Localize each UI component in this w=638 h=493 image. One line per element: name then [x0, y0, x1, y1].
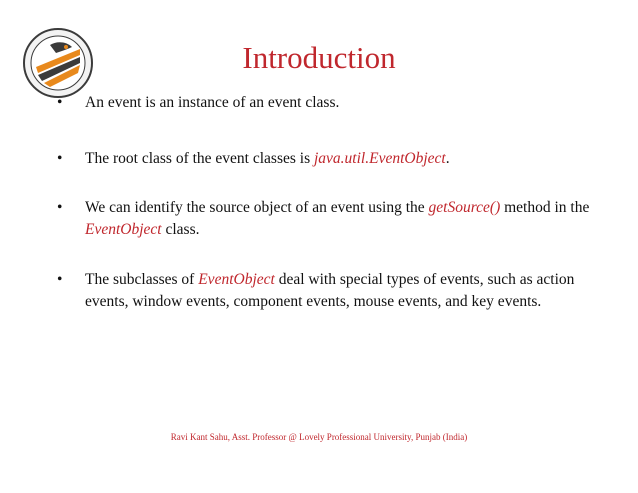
slide-footer: Ravi Kant Sahu, Asst. Professor @ Lovely Professional University, Punjab (India): [170, 432, 468, 442]
bullet-text-part: .: [445, 150, 450, 167]
class-name-emphasis: java.util.EventObject: [314, 150, 446, 167]
bullet-item: [57, 197, 597, 241]
bullet-text-part: class.: [161, 221, 200, 238]
bullet-marker: •: [57, 271, 63, 288]
bullet-text: [85, 148, 595, 170]
bullet-text: [85, 92, 595, 114]
bullet-item: [57, 92, 597, 114]
slide-title: Introduction: [242, 40, 396, 75]
class-name-emphasis: EventObject: [85, 221, 162, 238]
bullet-item: [57, 269, 597, 313]
bullet-text-part: deal with special types of events, such as action events, window events, component events, mouse events, and key events.: [85, 271, 575, 310]
bullet-text: [85, 197, 595, 241]
bullet-marker: •: [57, 150, 63, 167]
bullet-text: [85, 269, 595, 313]
bullet-text-part: The root class of the event classes is: [85, 150, 314, 167]
method-name-emphasis: getSource(): [428, 199, 501, 216]
bullet-marker: •: [57, 94, 63, 111]
class-name-emphasis: EventObject: [198, 271, 275, 288]
bullet-item: [57, 148, 597, 170]
bullet-text-part: method in the: [500, 199, 590, 216]
bullet-marker: •: [57, 199, 63, 216]
bullet-text-part: The subclasses of: [85, 271, 199, 288]
bullet-text-part: An event is an instance of an event class.: [85, 94, 340, 111]
bullet-text-part: We can identify the source object of an event using the: [85, 199, 429, 216]
